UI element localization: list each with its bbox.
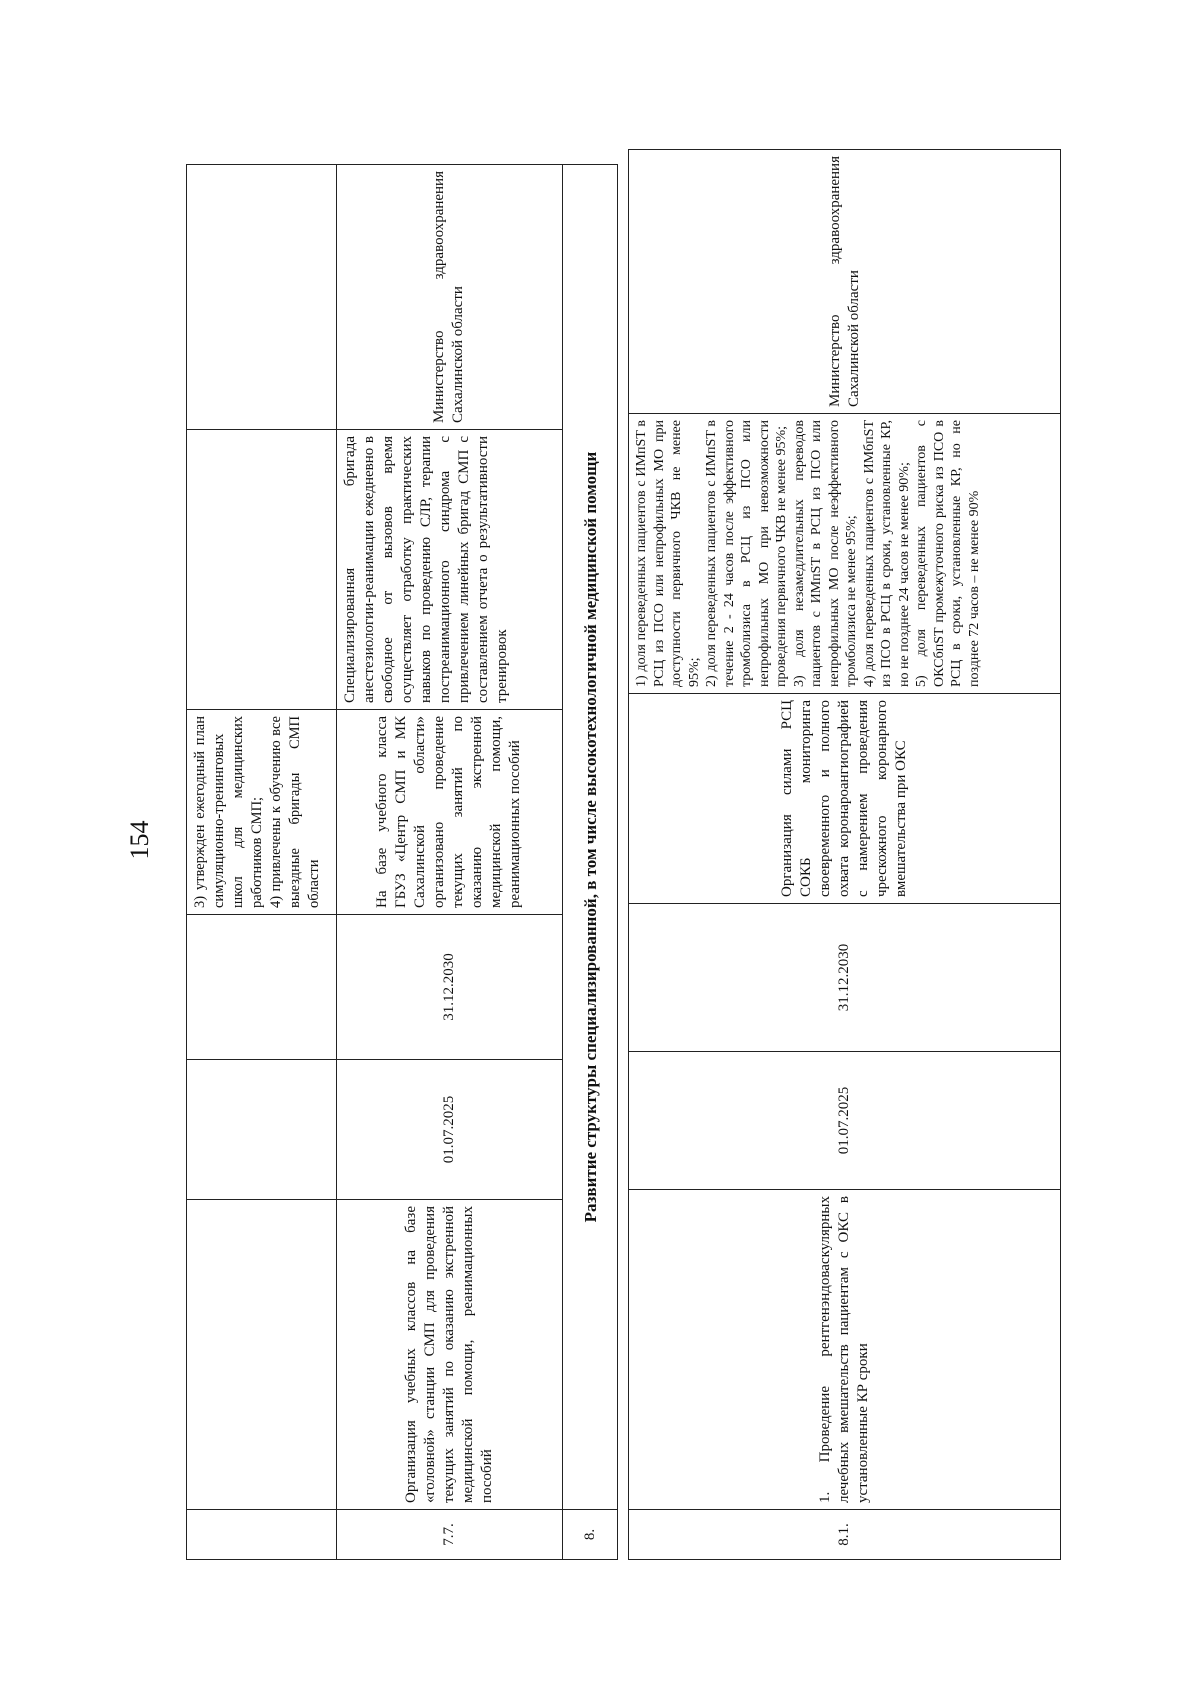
- expected-result: Специализированная бригада анестезиологии-реанимации ежедневно в свободное от вызовов время осуществляет отработку практических навыков по проведению СЛР, терапии постреанимационного синдрома с привлечением линейных бригад СМП с составлением отчета о результативности тренировок: [336, 430, 563, 710]
- measure-description: Организация силами РСЦ СОКБ мониторинга своевременного и полного охвата коронароангиографией с намерением проведения чрескожного коронарного вмешательства при ОКС: [629, 694, 1061, 904]
- section-title: Развитие структуры специализированной, в том числе высокотехнологичной медицинской помощи: [563, 165, 618, 1510]
- measure-title: 1. Проведение рентгенэндоваскулярных лечебных вмешательств пациентам с ОКС в установленные КР сроки: [629, 1190, 1061, 1510]
- continuation-row: [187, 165, 337, 1560]
- section-number: 8.: [563, 1510, 618, 1560]
- row-number: 8.1.: [629, 1510, 1061, 1560]
- start-date: 01.07.2025: [336, 1060, 563, 1200]
- plan-table-top: [186, 164, 618, 1560]
- plan-table-bottom: [628, 149, 1061, 1560]
- result-item: 1) доля переведенных пациентов с ИМпST в РСЦ из ПСО или непрофильных МО при доступности первичного ЧКВ не менее 95%;: [634, 420, 702, 687]
- responsible-party: Министерство здравоохранения Сахалинской области: [629, 150, 1061, 414]
- measure-description: На базе учебного класса ГБУЗ «Центр СМП и МК Сахалинской области» организовано проведение текущих занятий по оказанию экстренной медицинской помощи, реанимационных пособий: [336, 710, 563, 915]
- table-row: [629, 150, 1061, 1560]
- section-row: [563, 165, 618, 1560]
- result-item: 4) доля переведенных пациентов с ИМбпST из ПСО в РСЦ в сроки, установленные КР, но не позднее 24 часов не менее 90%;: [861, 420, 912, 687]
- result-item: 5) доля переведенных пациентов с ОКСбпST промежуточного риска из ПСО в РСЦ в сроки, установленные КР, но не позднее 72 часов – не менее 90%: [914, 420, 982, 687]
- row-number: 7.7.: [336, 1510, 563, 1560]
- start-date: 01.07.2025: [629, 1052, 1061, 1190]
- expected-results: [629, 414, 1061, 694]
- continuation-description: 3) утвержден ежегодный план симуляционно-тренинговых школ для медицинских работников СМП; 4) привлечены к обучению все выездные бригады СМП области: [187, 710, 337, 915]
- result-item: 3) доля незамедлительных переводов пациентов с ИМпST в РСЦ из ПСО или непрофильных МО после неэффективного тромболизиса не менее 95%;: [791, 420, 859, 687]
- rotated-document: [180, 70, 1180, 1620]
- responsible-party: Министерство здравоохранения Сахалинской области: [336, 165, 563, 430]
- table-row: [336, 165, 563, 1560]
- result-item: 2) доля переведенных пациентов с ИМпST в течение 2 - 24 часов после эффективного тромболизиса в РСЦ из ПСО или непрофильных МО при невозможности проведения первичного ЧКВ не менее 95%;: [704, 420, 789, 687]
- page-number: 154: [125, 820, 154, 860]
- end-date: 31.12.2030: [629, 904, 1061, 1052]
- measure-title: Организация учебных классов на базе «головной» станции СМП для проведения текущих занятий по оказанию экстренной медицинской помощи, реанимационных пособий: [336, 1200, 563, 1510]
- end-date: 31.12.2030: [336, 915, 563, 1060]
